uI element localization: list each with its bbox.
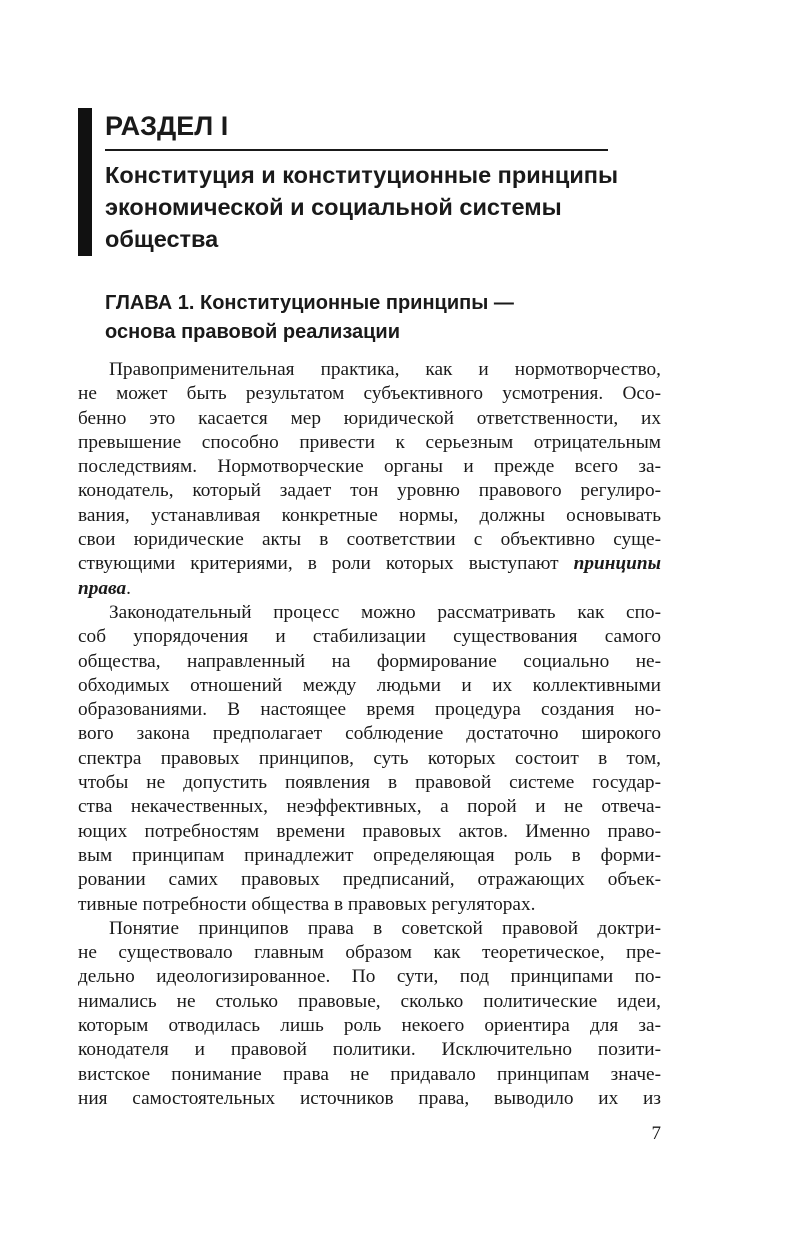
body-text [78, 358, 661, 1111]
paragraph-1 [78, 358, 661, 601]
text-line: чтобы не допустить появления в правовой системе государ- [78, 772, 661, 794]
section-divider [105, 149, 608, 151]
text-line: не может быть результатом субъективного усмотрения. Осо- [78, 383, 661, 405]
text-line: которым отводилась лишь роль некоего ориентира для за- [78, 1015, 661, 1037]
section-label: РАЗДЕЛ I [105, 111, 229, 141]
text-line: Законодательный процесс можно рассматривать как спо- [109, 601, 661, 623]
text-line: вания, устанавливая конкретные нормы, должны основывать [78, 504, 661, 526]
section-title [105, 159, 625, 255]
text-line: последствиям. Нормотворческие органы и прежде всего за- [78, 456, 661, 478]
text-line: вого закона предполагает соблюдение достаточно широкого [78, 723, 661, 745]
text-line [78, 577, 661, 601]
text-line: образованиями. В настоящее время процедура создания но- [78, 699, 661, 721]
text-line: конодателя и правовой политики. Исключительно позити- [78, 1039, 661, 1061]
text-line: ровании самих правовых предписаний, отражающих объек- [78, 869, 661, 891]
text-line: бенно это касается мер юридической ответственности, их [78, 407, 661, 429]
text-line: свои юридические акты в соответствии с объективно суще- [78, 529, 661, 551]
chapter-title-line: основа правовой реализации [105, 321, 400, 343]
paragraph-3 [78, 917, 661, 1111]
text-line: общества, направленный на формирование социально не- [78, 650, 661, 672]
text-line: Правоприменительная практика, как и нормотворчество, [109, 359, 661, 380]
text-line: ства некачественных, неэффективных, а порой и не отвеча- [78, 796, 661, 818]
text-line-prefix: ствующими критериями, в роли которых выступают [78, 553, 574, 575]
text-line: нимались не столько правовые, сколько политические идеи, [78, 990, 661, 1012]
text-line: не существовало главным образом как теоретическое, пре- [78, 942, 661, 964]
chapter-title-line: ГЛАВА 1. Конституционные принципы — [105, 292, 514, 314]
section-title-line: общества [105, 226, 219, 252]
text-line [78, 552, 661, 576]
text-line: тивные потребности общества в правовых регуляторах. [78, 893, 536, 915]
text-line: Понятие принципов права в советской правовой доктри- [109, 917, 661, 939]
text-line: соб упорядочения и стабилизации существования самого [78, 626, 661, 648]
text-line: спектра правовых принципов, суть которых состоит в том, [78, 747, 661, 769]
text-line-suffix: . [126, 577, 131, 599]
text-line: конодатель, который задает тон уровню правового регулиро- [78, 480, 661, 502]
chapter-title [105, 289, 514, 347]
text-line: вистское понимание права не придавало принципам значе- [78, 1063, 661, 1085]
page-number: 7 [651, 1123, 661, 1144]
text-line: превышение способно привести к серьезным отрицательным [78, 431, 661, 453]
text-line: вым принципам принадлежит определяющая роль в форми- [78, 844, 661, 866]
text-line: ния самостоятельных источников права, выводило их из [78, 1087, 661, 1109]
section-title-line: экономической и социальной системы [105, 194, 562, 220]
emphasis-term: права [78, 577, 127, 599]
text-line: обходимых отношений между людьми и их коллективными [78, 674, 661, 696]
text-line: дельно идеологизированное. По сути, под принципами по- [78, 966, 661, 988]
paragraph-2 [78, 601, 661, 917]
text-line: ющих потребностям времени правовых актов. Именно право- [78, 820, 661, 842]
section-marker-bar [78, 108, 92, 256]
section-title-line: Конституция и конституционные принципы [105, 162, 619, 188]
emphasis-term: принципы [573, 553, 661, 575]
